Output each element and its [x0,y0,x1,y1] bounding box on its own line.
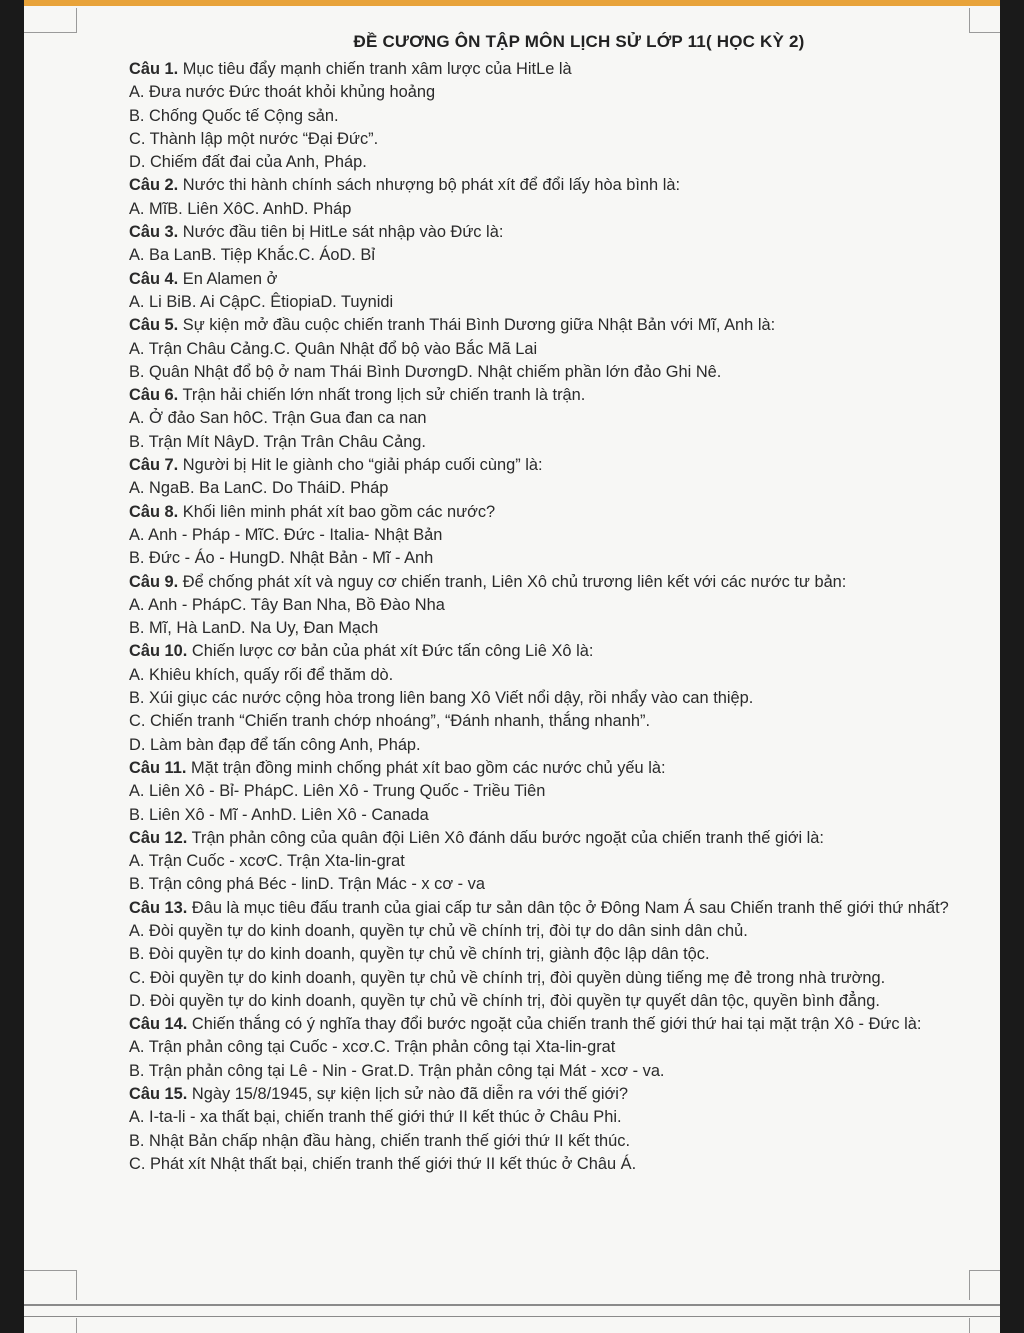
question-text: Nước thi hành chính sách nhượng bộ phát xít để đổi lấy hòa bình là: [182,176,680,195]
crop-mark-br-h [970,1270,1000,1271]
answer-option: A. Anh - Pháp - MĩC. Đức - Italia- Nhật Bản [129,525,443,544]
answer-option: C. Đòi quyền tự do kinh doanh, quyền tự chủ về chính trị, đòi quyền dùng tiếng mẹ đẻ trong nhà trường. [129,968,886,987]
page-bottom-border [24,1304,1000,1306]
question-text: Để chống phát xít và nguy cơ chiến tranh, Liên Xô chủ trương liên kết với các nước tư bản: [182,572,847,591]
question-text: Ngày 15/8/1945, sự kiện lịch sử nào đã diễn ra với thế giới? [191,1085,629,1104]
question-heading [129,1013,989,1036]
crop-mark-tr-v [969,8,970,33]
answer-option: A. Khiêu khích, quấy rối để thăm dò. [129,665,394,684]
crop-mark-bl-v [76,1270,77,1300]
answer-option: B. Đòi quyền tự do kinh doanh, quyền tự chủ về chính trị, giành độc lập dân tộc. [129,945,710,964]
question-block [129,571,989,641]
question-block [129,757,989,827]
question-block [129,58,989,174]
answer-option: B. Đức - Áo - HungD. Nhật Bản - Mĩ - Anh [129,549,434,568]
question-block [129,221,989,268]
question-heading [129,174,989,197]
answer-option: B. Trận công phá Béc - linD. Trận Mác - x cơ - va [129,875,485,894]
answer-option: A. Liên Xô - Bỉ- PhápC. Liên Xô - Trung Quốc - Triều Tiên [129,782,546,801]
answer-option: A. Đòi quyền tự do kinh doanh, quyền tự chủ về chính trị, đòi tự do dân sinh dân chủ. [129,921,748,940]
answer-option: A. Anh - PhápC. Tây Ban Nha, Bồ Đào Nha [129,595,445,614]
question-number: Câu 5. [129,316,179,335]
answer-option: A. Trận Châu Cảng.C. Quân Nhật đổ bộ vào Bắc Mã Lai [129,339,538,358]
question-block [129,640,989,756]
answer-option: A. MĩB. Liên XôC. AnhD. Pháp [129,199,352,218]
answer-option: B. Trận phản công tại Lê - Nin - Grat.D. Trận phản công tại Mát - xcơ - va. [129,1061,665,1080]
question-block [129,454,989,501]
answer-option: D. Đòi quyền tự do kinh doanh, quyền tự chủ về chính trị, đòi quyền tự quyết dân tộc, quyền bình đẳng. [129,991,880,1010]
question-number: Câu 12. [129,828,188,847]
question-number: Câu 4. [129,269,179,288]
answer-option: A. Ở đảo San hôC. Trận Gua đan ca nan [129,409,427,428]
question-block [129,268,989,315]
answer-option: B. Nhật Bản chấp nhận đầu hàng, chiến tranh thế giới thứ II kết thúc. [129,1131,631,1150]
answer-option: B. Chống Quốc tế Cộng sản. [129,106,339,125]
question-heading [129,897,989,920]
question-block [129,314,989,384]
question-heading [129,454,989,477]
question-text: Sự kiện mở đầu cuộc chiến tranh Thái Bình Dương giữa Nhật Bản với Mĩ, Anh là: [182,316,776,335]
answer-option: A. Ba LanB. Tiệp Khắc.C. ÁoD. Bỉ [129,246,375,265]
question-number: Câu 7. [129,456,179,475]
question-text: En Alamen ở [182,269,278,288]
document-page [24,0,1000,1333]
question-block [129,384,989,454]
question-heading [129,314,989,337]
answer-option: B. Trận Mít NâyD. Trận Trân Châu Cảng. [129,432,426,451]
questions-container [129,58,989,1176]
question-number: Câu 15. [129,1085,188,1104]
question-block [129,1083,989,1176]
question-text: Chiến lược cơ bản của phát xít Đức tấn công Liê Xô là: [191,642,594,661]
answer-option: B. Liên Xô - Mĩ - AnhD. Liên Xô - Canada [129,805,429,824]
crop-mark-br-v [969,1270,970,1300]
answer-option: A. I-ta-li - xa thất bại, chiến tranh thế giới thứ II kết thúc ở Châu Phi. [129,1108,622,1127]
question-heading [129,268,989,291]
question-heading [129,384,989,407]
question-block [129,897,989,1013]
question-number: Câu 6. [129,386,179,405]
crop-mark-tl-h [24,32,76,33]
answer-option: A. Li BiB. Ai CậpC. ÊtiopiaD. Tuynidi [129,292,394,311]
question-text: Chiến thắng có ý nghĩa thay đổi bước ngoặt của chiến tranh thế giới thứ hai tại mặt trận Xô - Đức là: [191,1015,922,1034]
answer-option: A. Trận Cuốc - xcơC. Trận Xta-lin-grat [129,852,405,871]
crop-mark-bottom-tl [76,1318,77,1333]
question-heading [129,1083,989,1106]
question-heading [129,640,989,663]
answer-option: C. Phát xít Nhật thất bại, chiến tranh thế giới thứ II kết thúc ở Châu Á. [129,1154,637,1173]
question-number: Câu 8. [129,502,179,521]
question-number: Câu 10. [129,642,188,661]
question-heading [129,58,989,81]
answer-option: C. Thành lập một nước “Đại Đức”. [129,129,379,148]
question-text: Người bị Hit le giành cho “giải pháp cuối cùng” là: [182,456,543,475]
answer-option: B. Mĩ, Hà LanD. Na Uy, Đan Mạch [129,619,379,638]
answer-option: C. Chiến tranh “Chiến tranh chớp nhoáng”, “Đánh nhanh, thắng nhanh”. [129,712,651,731]
question-block [129,827,989,897]
question-heading [129,501,989,524]
question-text: Trận hải chiến lớn nhất trong lịch sử chiến tranh là trận. [182,386,586,405]
question-heading [129,757,989,780]
answer-option: B. Quân Nhật đổ bộ ở nam Thái Bình DươngD. Nhật chiếm phần lớn đảo Ghi Nê. [129,362,722,381]
crop-mark-tl-v [76,8,77,33]
answer-option: A. Trận phản công tại Cuốc - xcơ.C. Trận phản công tại Xta-lin-grat [129,1038,616,1057]
question-list [129,32,989,1176]
question-text: Mặt trận đồng minh chống phát xít bao gồm các nước chủ yếu là: [190,758,666,777]
question-text: Mục tiêu đẩy mạnh chiến tranh xâm lược của HitLe là [182,60,572,78]
question-text: Nước đầu tiên bị HitLe sát nhập vào Đức là: [182,223,504,242]
question-number: Câu 11. [129,758,187,777]
top-edge-bar [24,0,1000,6]
question-text: Khối liên minh phát xít bao gồm các nước? [182,502,496,521]
page-bottom-border-2 [24,1316,1000,1317]
answer-option: D. Làm bàn đạp để tấn công Anh, Pháp. [129,735,421,754]
question-number: Câu 14. [129,1015,188,1034]
question-number: Câu 2. [129,176,179,195]
answer-option: A. Đưa nước Đức thoát khỏi khủng hoảng [129,83,436,102]
answer-option: A. NgaB. Ba LanC. Do TháiD. Pháp [129,479,389,498]
crop-mark-bl-h [24,1270,76,1271]
question-heading [129,571,989,594]
question-text: Đâu là mục tiêu đấu tranh của giai cấp tư sản dân tộc ở Đông Nam Á sau Chiến tranh thế giới thứ nhất? [191,898,949,917]
answer-option: B. Xúi giục các nước cộng hòa trong liên bang Xô Viết nổi dậy, rồi nhẩy vào can thiệp. [129,689,754,708]
answer-option: D. Chiếm đất đai của Anh, Pháp. [129,153,367,172]
question-block [129,1013,989,1083]
question-heading [129,221,989,244]
question-number: Câu 13. [129,898,188,917]
question-number: Câu 9. [129,572,179,591]
question-block [129,501,989,571]
question-heading [129,827,989,850]
crop-mark-bottom-tr [969,1318,970,1333]
question-number: Câu 3. [129,223,179,242]
question-block [129,174,989,221]
question-text: Trận phản công của quân đội Liên Xô đánh dấu bước ngoặt của chiến tranh thế giới là: [191,828,824,847]
question-number: Câu 1. [129,60,179,78]
page-title: ĐỀ CƯƠNG ÔN TẬP MÔN LỊCH SỬ LỚP 11( HỌC KỲ 2) [353,32,805,51]
